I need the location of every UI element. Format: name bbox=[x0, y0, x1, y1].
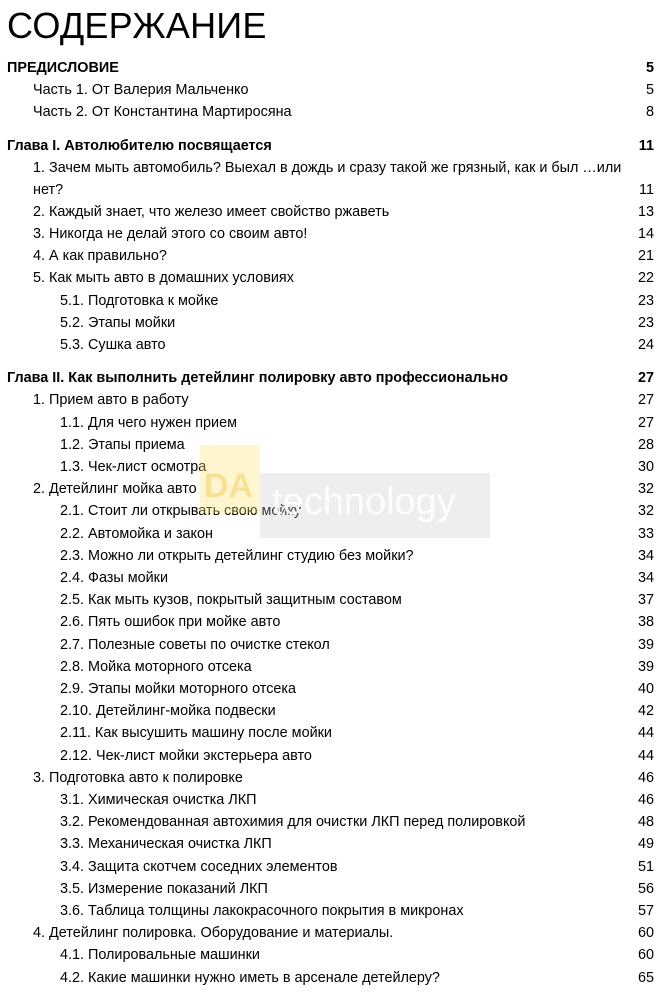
toc-entry-title: 1.1. Для чего нужен прием bbox=[60, 414, 237, 431]
toc-entry-page: 34 bbox=[637, 570, 654, 586]
toc-entry-page: 28 bbox=[637, 436, 654, 453]
toc-entry-page: 46 bbox=[637, 792, 654, 808]
toc-subsection bbox=[0, 456, 667, 478]
toc-entry-page: 65 bbox=[637, 969, 654, 986]
toc-entry-page: 49 bbox=[637, 836, 654, 853]
toc-entry-page: 48 bbox=[637, 814, 654, 831]
toc-subsection bbox=[0, 789, 667, 811]
toc-entry-page: 23 bbox=[637, 292, 654, 309]
toc-entry-title: 3.2. Рекомендованная автохимия для очистки ЛКП перед полировкой bbox=[60, 814, 526, 831]
toc-entry-title: 3.5. Измерение показаний ЛКП bbox=[60, 880, 268, 897]
toc-entry-title: 2.11. Как высушить машину после мойки bbox=[60, 725, 332, 742]
toc-subsection bbox=[0, 634, 667, 656]
toc-entry-page: 32 bbox=[637, 503, 654, 520]
toc-subsection bbox=[0, 878, 667, 900]
toc-entry-page: 33 bbox=[637, 525, 654, 542]
toc-entry-page: 5 bbox=[645, 60, 654, 76]
toc-entry-page: 11 bbox=[639, 181, 654, 198]
toc-subsection bbox=[0, 745, 667, 767]
toc-entry-page: 8 bbox=[645, 104, 654, 121]
toc-subsection bbox=[0, 900, 667, 922]
toc-entry-title: ПРЕДИСЛОВИЕ bbox=[7, 60, 119, 76]
toc-section bbox=[0, 79, 667, 101]
toc-entry-title: 4. Детейлинг полировка. Оборудование и материалы. bbox=[33, 925, 394, 942]
toc-entry-title: 2. Детейлинг мойка авто bbox=[33, 481, 197, 498]
toc-entry-page: 38 bbox=[637, 614, 654, 631]
toc-section bbox=[0, 267, 667, 289]
toc-section bbox=[0, 201, 667, 223]
toc-entry-page: 27 bbox=[637, 414, 654, 431]
toc-entry-page: 39 bbox=[637, 636, 654, 653]
toc-chapter bbox=[0, 367, 667, 389]
toc-section bbox=[0, 157, 667, 201]
toc-subsection bbox=[0, 811, 667, 833]
toc-subsection bbox=[0, 523, 667, 545]
toc-subsection bbox=[0, 545, 667, 567]
toc-subsection bbox=[0, 589, 667, 611]
toc-subsection bbox=[0, 722, 667, 744]
toc-section bbox=[0, 245, 667, 267]
toc-subsection bbox=[0, 434, 667, 456]
toc-entry-title: 3. Никогда не делай этого со своим авто! bbox=[33, 226, 308, 242]
toc-entry-title: 3.3. Механическая очистка ЛКП bbox=[60, 836, 272, 853]
toc-entry-title: 5. Как мыть авто в домашних условиях bbox=[33, 270, 294, 287]
toc-subsection bbox=[0, 611, 667, 633]
toc-entry-title: 1. Зачем мыть автомобиль? Выехал в дождь и сразу такой же грязный, как и был …или нет? bbox=[33, 159, 622, 198]
toc-entry-title: 1.2. Этапы приема bbox=[60, 436, 185, 453]
toc-entry-title: 2.6. Пять ошибок при мойке авто bbox=[60, 614, 281, 631]
toc-subsection bbox=[0, 678, 667, 700]
toc-entry-title: 2.2. Автомойка и закон bbox=[60, 525, 213, 542]
toc-entry-page: 22 bbox=[637, 270, 654, 287]
toc-entry-title: 5.2. Этапы мойки bbox=[60, 314, 176, 331]
toc-entry-page: 60 bbox=[637, 947, 654, 964]
toc-entry-title: 2.12. Чек-лист мойки экстерьера авто bbox=[60, 747, 312, 764]
toc-entry-page: 32 bbox=[637, 481, 654, 498]
toc-entry-page: 40 bbox=[637, 681, 654, 697]
toc-subsection bbox=[0, 412, 667, 434]
toc-subsection bbox=[0, 334, 667, 356]
toc-entry-title: 3.1. Химическая очистка ЛКП bbox=[60, 792, 257, 808]
toc-section bbox=[0, 922, 667, 944]
toc-entry-page: 5 bbox=[645, 82, 654, 99]
page-title: СОДЕРЖАНИЕ bbox=[7, 5, 267, 46]
toc-entry-page: 44 bbox=[637, 725, 654, 742]
toc-entry-page: 60 bbox=[637, 925, 654, 942]
toc-entry-page: 21 bbox=[637, 248, 654, 265]
toc-entry-page: 44 bbox=[637, 747, 654, 764]
toc-entry-page: 11 bbox=[638, 137, 654, 154]
toc-section bbox=[0, 767, 667, 789]
toc-entry-page: 34 bbox=[637, 547, 654, 564]
toc-entry-title: 2. Каждый знает, что железо имеет свойство ржаветь bbox=[33, 203, 390, 220]
toc-entry-page: 51 bbox=[637, 858, 654, 875]
toc-entry-page: 30 bbox=[637, 459, 654, 475]
toc-entry-title: 2.9. Этапы мойки моторного отсека bbox=[60, 681, 297, 697]
toc-entry-title: Глава II. Как выполнить детейлинг полировку авто профессионально bbox=[7, 370, 509, 387]
toc-entry-title: Часть 2. От Константина Мартиросяна bbox=[33, 104, 292, 121]
toc-subsection bbox=[0, 290, 667, 312]
toc-section bbox=[0, 389, 667, 411]
toc-section bbox=[0, 223, 667, 245]
toc-subsection bbox=[0, 312, 667, 334]
toc-subsection bbox=[0, 944, 667, 966]
toc-entry-page: 46 bbox=[637, 769, 654, 786]
toc-entry-title: 5.3. Сушка авто bbox=[60, 337, 166, 353]
toc-entry-title: 1. Прием авто в работу bbox=[33, 392, 189, 409]
toc-entry-page: 42 bbox=[637, 703, 654, 720]
toc-subsection bbox=[0, 700, 667, 722]
toc-subsection bbox=[0, 500, 667, 522]
toc-entry-title: 4.2. Какие машинки нужно иметь в арсенале детейлеру? bbox=[60, 969, 440, 986]
toc-entry-title: 2.3. Можно ли открыть детейлинг студию без мойки? bbox=[60, 547, 414, 564]
toc-entry-page: 39 bbox=[637, 658, 654, 675]
toc-entry-title: 4. А как правильно? bbox=[33, 248, 167, 265]
toc-entry-page: 56 bbox=[637, 880, 654, 897]
toc-entry-title: 3.4. Защита скотчем соседних элементов bbox=[60, 858, 338, 875]
toc-entry-title: 2.8. Мойка моторного отсека bbox=[60, 658, 252, 675]
toc-section bbox=[0, 478, 667, 500]
toc-entry-title: 2.5. Как мыть кузов, покрытый защитным составом bbox=[60, 592, 402, 609]
toc-subsection bbox=[0, 656, 667, 678]
toc-entry-title: 2.7. Полезные советы по очистке стекол bbox=[60, 636, 330, 653]
toc-entry-title: Глава I. Автолюбителю посвящается bbox=[7, 137, 272, 154]
toc-subsection bbox=[0, 856, 667, 878]
toc-entry-title: 3.6. Таблица толщины лакокрасочного покрытия в микронах bbox=[60, 903, 464, 919]
toc-entry-title: 4.1. Полировальные машинки bbox=[60, 947, 260, 964]
toc-chapter bbox=[0, 57, 667, 79]
toc-entry-title: Часть 1. От Валерия Мальченко bbox=[33, 82, 249, 99]
toc-entry-title: 1.3. Чек-лист осмотра bbox=[60, 459, 207, 475]
toc-entry-title: 2.10. Детейлинг-мойка подвески bbox=[60, 703, 276, 720]
toc-entry-title: 5.1. Подготовка к мойке bbox=[60, 292, 219, 309]
toc-chapter bbox=[0, 135, 667, 157]
toc-entry-page: 14 bbox=[637, 226, 654, 242]
toc-subsection bbox=[0, 833, 667, 855]
toc-entry-page: 57 bbox=[637, 903, 654, 919]
toc-subsection bbox=[0, 567, 667, 589]
toc-entry-page: 27 bbox=[637, 392, 654, 409]
toc-entry-page: 24 bbox=[637, 337, 654, 353]
toc-entry-page: 27 bbox=[637, 370, 654, 387]
watermark-technology-text: technology bbox=[272, 481, 456, 523]
toc-entry-page: 37 bbox=[637, 592, 654, 609]
toc-entry-page: 13 bbox=[637, 203, 654, 220]
toc-entry-title: 2.4. Фазы мойки bbox=[60, 570, 168, 586]
toc-entry-title: 3. Подготовка авто к полировке bbox=[33, 769, 243, 786]
toc-subsection bbox=[0, 967, 667, 989]
toc-entry-page: 23 bbox=[637, 314, 654, 331]
toc-entry-title: 2.1. Стоит ли открывать свою мойку bbox=[60, 503, 302, 520]
toc-section bbox=[0, 101, 667, 123]
watermark-da-text: DA bbox=[204, 467, 254, 505]
